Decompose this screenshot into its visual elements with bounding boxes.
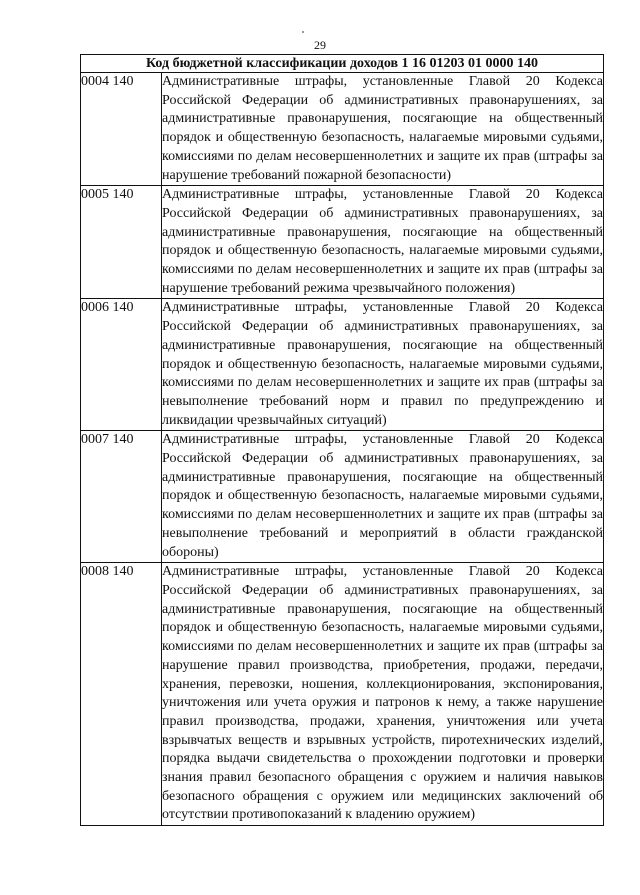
table-header: Код бюджетной классификации доходов 1 16 01203 01 0000 140 [81,55,604,73]
code-cell: 0006 140 [81,299,162,431]
table-row [81,186,604,299]
table-header-row [81,55,604,73]
description-cell: Административные штрафы, установленные Главой 20 Кодекса Российской Федерации об административных правонарушениях, за административные правонарушения, посягающие на общественный порядок и общественную безопасность, налагаемые мировыми судьями, комиссиями по делам несовершеннолетних и защите их прав (штрафы за невыполнение требований и мероприятий в области гражданской обороны) [162,431,604,563]
description-cell: Административные штрафы, установленные Главой 20 Кодекса Российской Федерации об административных правонарушениях, за административные правонарушения, посягающие на общественный порядок и общественную безопасность, налагаемые мировыми судьями, комиссиями по делам несовершеннолетних и защите их прав (штрафы за невыполнение требований норм и правил по предупреждению и ликвидации чрезвычайных ситуаций) [162,299,604,431]
code-cell: 0007 140 [81,431,162,563]
code-cell: 0004 140 [81,73,162,186]
code-cell: 0005 140 [81,186,162,299]
description-cell: Административные штрафы, установленные Главой 20 Кодекса Российской Федерации об административных правонарушениях, за административные правонарушения, посягающие на общественный порядок и общественную безопасность, налагаемые мировыми судьями, комиссиями по делам несовершеннолетних и защите их прав (штрафы за нарушение правил производства, приобретения, продажи, передачи, хранения, перевозки, ношения, коллекционирования, экспонирования, уничтожения или учета оружия и патронов к нему, а также нарушение правил производства, продажи, хранения, уничтожения или учета взрывчатых веществ и взрывных устройств, пиротехнических изделий, порядка выдачи свидетельства о прохождении подготовки и проверки знания правил безопасного обращения с оружием и наличия навыков безопасного обращения с оружием или медицинских заключений об отсутствии противопоказаний к владению оружием) [162,563,604,826]
table-row [81,73,604,186]
classification-table [80,54,604,826]
description-cell: Административные штрафы, установленные Главой 20 Кодекса Российской Федерации об административных правонарушениях, за административные правонарушения, посягающие на общественный порядок и общественную безопасность, налагаемые мировыми судьями, комиссиями по делам несовершеннолетних и защите их прав (штрафы за нарушение требований режима чрезвычайного положения) [162,186,604,299]
table-row [81,299,604,431]
description-cell: Административные штрафы, установленные Главой 20 Кодекса Российской Федерации об административных правонарушениях, за административные правонарушения, посягающие на общественный порядок и общественную безопасность, налагаемые мировыми судьями, комиссиями по делам несовершеннолетних и защите их прав (штрафы за нарушение требований пожарной безопасности) [162,73,604,186]
code-cell: 0008 140 [81,563,162,826]
scan-speck [302,31,304,33]
table-row [81,431,604,563]
page-number: 29 [314,38,326,52]
table-row [81,563,604,826]
